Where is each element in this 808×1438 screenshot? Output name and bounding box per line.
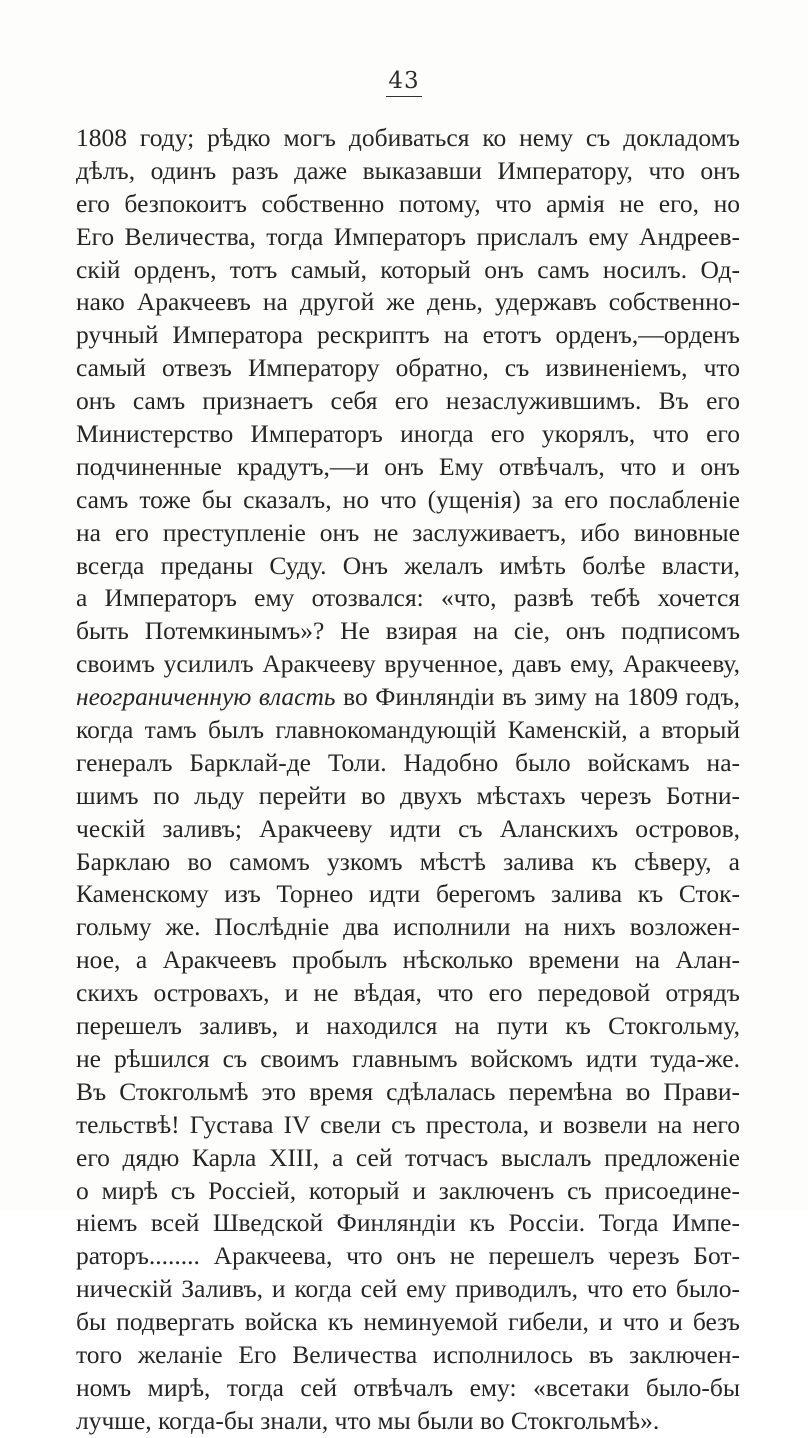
italic-phrase: неограниченную власть bbox=[76, 682, 336, 712]
text-line: своимъ усилилъ Аракчееву врученное, давъ ему, Аракчееву, bbox=[76, 649, 740, 679]
text-line: самый отвезъ Императору обратно, съ извиненіемъ, что bbox=[76, 353, 740, 383]
body-text bbox=[76, 122, 740, 1438]
text-line: ническій Заливъ, и когда сей ему приводилъ, что ето было- bbox=[76, 1274, 740, 1304]
text-line: самъ тоже бы сказалъ, но что (ущенія) за его послабленіе bbox=[76, 484, 740, 514]
text-line: дѣлъ, одинъ разъ даже выказавши Императору, что онъ bbox=[76, 155, 740, 185]
text-line: подчиненные крадутъ,—и онъ Ему отвѣчалъ, что и онъ bbox=[76, 451, 740, 481]
text-line-final: лучше, когда-бы знали, что мы были во Стокгольмѣ». bbox=[76, 1405, 660, 1435]
text-line-with-italic bbox=[76, 681, 740, 714]
text-line: Въ Стокгольмѣ это время сдѣлалась перемѣна во Прави- bbox=[76, 1076, 740, 1106]
text-line: тельствѣ! Густава IV свели съ престола, и возвели на него bbox=[76, 1109, 740, 1139]
text-line: его безпокоитъ собственно потому, что армія не его, но bbox=[76, 188, 740, 218]
text-line: гольму же. Послѣдніе два исполнили на нихъ возложен- bbox=[76, 912, 740, 942]
text-line: Каменскому изъ Торнео идти берегомъ залива къ Сток- bbox=[76, 879, 740, 909]
text-line: генералъ Барклай-де Толи. Надобно было войскамъ на- bbox=[76, 747, 740, 777]
text-line: номъ мирѣ, тогда сей отвѣчалъ ему: «всетаки было-бы bbox=[76, 1372, 740, 1402]
page-number: 43 bbox=[0, 68, 808, 94]
text-line: ніемъ всей Шведской Финляндіи къ Россіи. Тогда Импе- bbox=[76, 1208, 740, 1238]
text-line: шимъ по льду перейти во двухъ мѣстахъ черезъ Ботни- bbox=[76, 780, 740, 810]
text-line: быть Потемкинымъ»? Не взирая на сіе, онъ подписомъ bbox=[76, 616, 740, 646]
text-line: о мирѣ съ Россіей, который и заключенъ съ присоедине- bbox=[76, 1175, 740, 1205]
text-line: онъ самъ признаетъ себя его незаслужившимъ. Въ его bbox=[76, 386, 740, 416]
text-line: Его Величества, тогда Императоръ прислалъ ему Андреев- bbox=[76, 221, 740, 251]
text-line: а Императоръ ему отозвался: «что, развѣ тебѣ хочется bbox=[76, 583, 740, 613]
text-line: не рѣшился съ своимъ главнымъ войскомъ идти туда-же. bbox=[76, 1043, 740, 1073]
text-line: когда тамъ былъ главнокомандующій Каменскій, а вторый bbox=[76, 715, 740, 745]
text-line: на его преступленіе онъ не заслуживаетъ, ибо виновные bbox=[76, 517, 740, 547]
text-line: того желаніе Его Величества исполнилось въ заключен- bbox=[76, 1339, 740, 1369]
text-line: 1808 году; рѣдко могъ добиваться ко нему съ докладомъ bbox=[76, 123, 740, 152]
text-line: Министерство Императоръ иногда его укорялъ, что его bbox=[76, 419, 740, 449]
text-line: скихъ островахъ, и не вѣдая, что его передовой отрядъ bbox=[76, 978, 740, 1008]
line-remainder: во Финляндіи въ зиму на 1809 годъ, bbox=[335, 682, 740, 712]
text-line: ручный Императора рескриптъ на етотъ орденъ,—орденъ bbox=[76, 320, 740, 350]
text-line: ное, а Аракчеевъ пробылъ нѣсколько времени на Алан- bbox=[76, 945, 740, 975]
text-line: ческій заливъ; Аракчееву идти съ Аланскихъ островов, bbox=[76, 813, 740, 843]
text-line: его дядю Карла XIII, а сей тотчасъ выслалъ предложеніе bbox=[76, 1142, 740, 1172]
text-line: бы подвергать войска къ неминуемой гибели, и что и безъ bbox=[76, 1307, 740, 1337]
text-line: Барклаю во самомъ узкомъ мѣстѣ залива къ сѣверу, а bbox=[76, 846, 740, 876]
text-line: раторъ........ Аракчеева, что онъ не перешелъ черезъ Бот- bbox=[76, 1241, 740, 1271]
text-line: перешелъ заливъ, и находился на пути къ Стокгольму, bbox=[76, 1011, 740, 1041]
text-line: всегда преданы Суду. Онъ желалъ имѣть болѣе власти, bbox=[76, 550, 740, 580]
text-line: нако Аракчеевъ на другой же день, удержавъ собственно- bbox=[76, 287, 740, 317]
text-line: скій орденъ, тотъ самый, который онъ самъ носилъ. Од- bbox=[76, 254, 740, 284]
